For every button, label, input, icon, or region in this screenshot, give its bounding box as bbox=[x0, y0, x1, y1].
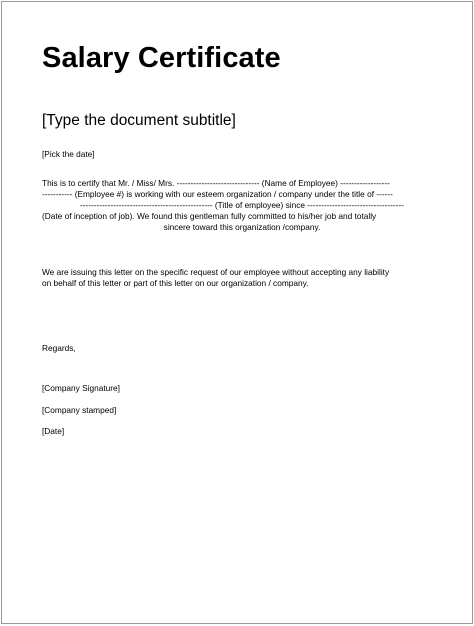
paragraph-line: on behalf of this letter or part of this letter on our organization / company. bbox=[42, 278, 309, 288]
paragraph-line: sincere toward this organization /company. bbox=[163, 222, 321, 232]
paragraph-line: This is to certify that Mr. / Miss/ Mrs. ------------------------------ (Name of Employee) ------------------ bbox=[42, 178, 390, 188]
paragraph-line: ----------- (Employee #) is working with our esteem organization / company under the title of ------ bbox=[42, 189, 393, 199]
regards-text: Regards, bbox=[42, 343, 76, 353]
document-subtitle: [Type the document subtitle] bbox=[42, 112, 236, 129]
paragraph-line: (Date of inception of job). We found this gentleman fully committed to his/her job and totally bbox=[42, 211, 377, 221]
paragraph-line: We are issuing this letter on the specific request of our employee without accepting any liability bbox=[42, 267, 390, 277]
company-signature: [Company Signature] bbox=[42, 383, 120, 393]
closing-date: [Date] bbox=[42, 426, 65, 436]
paragraph-line: ------------------------------------------------ (Title of employee) since ----------------------------------- bbox=[79, 200, 404, 210]
certification-paragraph bbox=[42, 178, 442, 233]
document-title: Salary Certificate bbox=[42, 42, 281, 74]
issuance-paragraph bbox=[42, 267, 442, 289]
company-stamped: [Company stamped] bbox=[42, 405, 117, 415]
document-page bbox=[1, 1, 473, 624]
date-placeholder: [Pick the date] bbox=[42, 149, 95, 159]
